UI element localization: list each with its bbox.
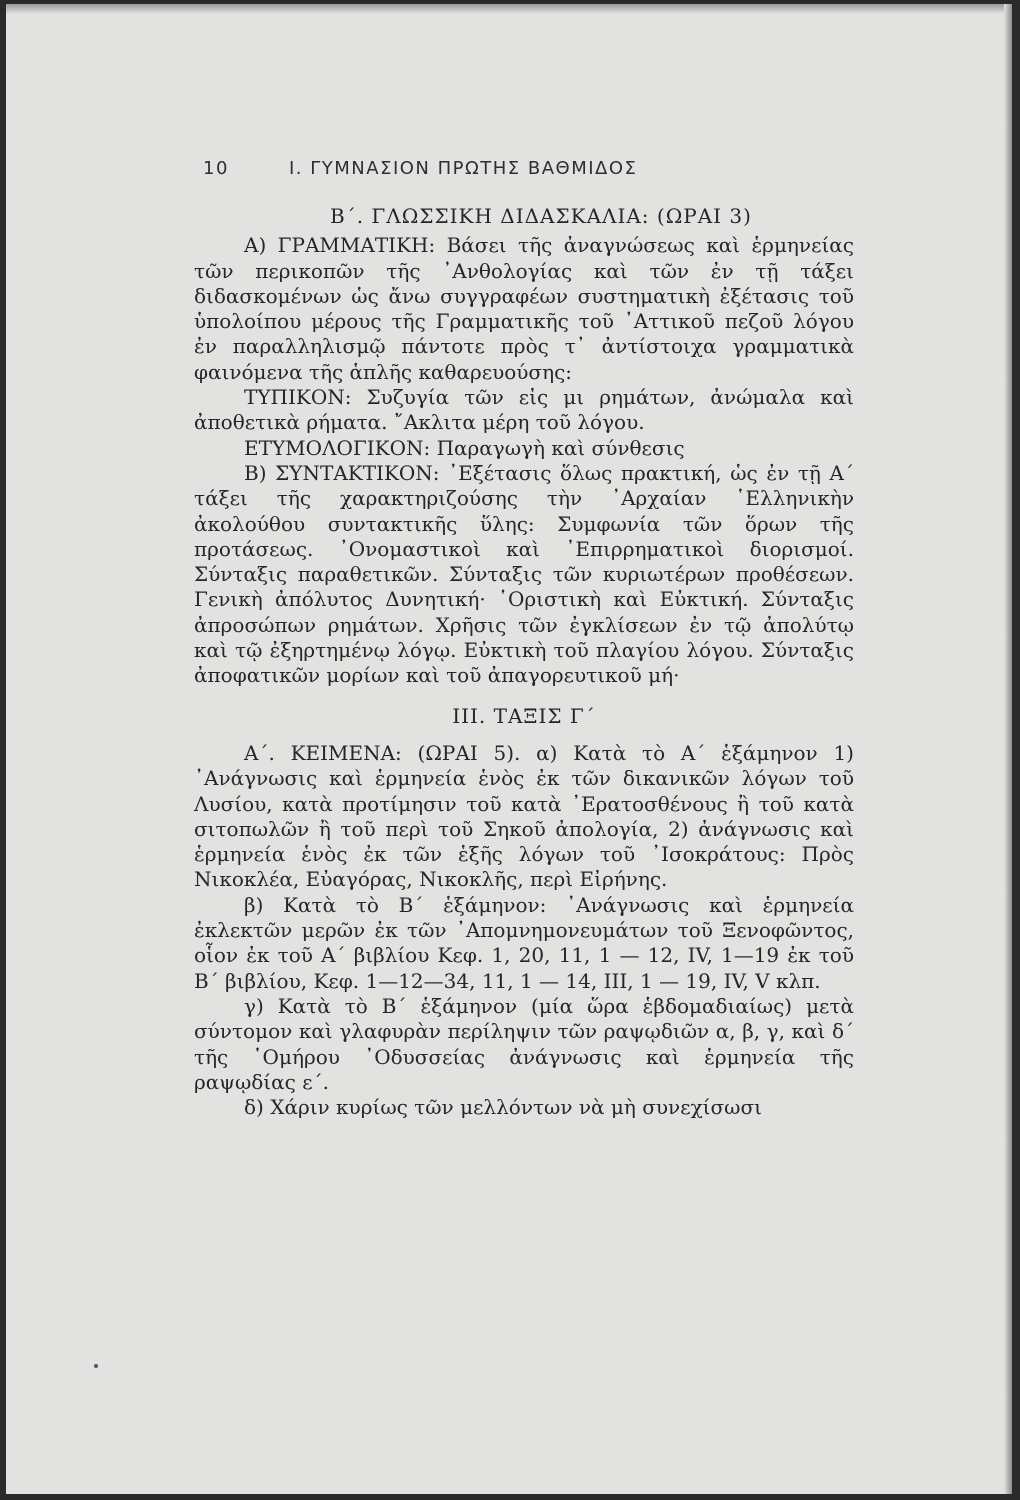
texts-paragraph-c: γ) Κατὰ τὸ Β΄ ἑξάμηνον (μία ὥρα ἑβδομαδιαίως) μετὰ σύντομον καὶ γλαφυρὰν περίληψιν τῶν ραψῳδιῶν α, β, γ, καὶ δ΄ τῆς ῾Ομήρου ᾿Οδυσσείας ἀνάγνωσις καὶ ἑρμηνεία τῆς ραψῳδίας ε΄. — [194, 993, 854, 1094]
running-head — [203, 158, 743, 179]
etymologikon-paragraph: ΕΤΥΜΟΛΟΓΙΚΟΝ: Παραγωγὴ καὶ σύνθεσις — [244, 435, 685, 460]
texts-paragraph-b: β) Κατὰ τὸ Β΄ ἑξάμηνον: ᾿Ανάγνωσις καὶ ἑρμηνεία ἐκλεκτῶν μερῶν ἐκ τῶν ᾿Απομνημονευμάτων τοῦ Ξενοφῶντος, οἷον ἐκ τοῦ Α΄ βιβλίου Κεφ. 1, 20, 11, 1 — 12, IV, 1—19 ἐκ τοῦ Β΄ βιβλίου, Κεφ. 1—12—34, 11, 1 — 14, III, 1 — 19, IV, V κλπ. — [194, 892, 854, 993]
texts-paragraph-a: Α΄. ΚΕΙΜΕΝΑ: (ΩΡΑΙ 5). α) Κατὰ τὸ Α΄ ἑξάμηνον 1) ᾿Ανάγνωσις καὶ ἑρμηνεία ἑνὸς ἐκ τῶν δικανικῶν λόγων τοῦ Λυσίου, κατὰ προτίμησιν τοῦ κατὰ ᾿Ερατοσθένους ἢ τοῦ κατὰ σιτοπωλῶν ἢ τοῦ περὶ τοῦ Σηκοῦ ἀπολογία, 2) ἀνάγνωσις καὶ ἑρμηνεία ἑνὸς ἐκ τῶν ἑξῆς λόγων τοῦ ᾿Ισοκράτους: Πρὸς Νικοκλέα, Εὐαγόρας, Νικοκλῆς, περὶ Εἰρήνης. — [194, 740, 854, 892]
section-iii-heading: ΙΙΙ. ΤΑΞΙΣ Γ΄ — [452, 703, 596, 728]
texts-paragraph-d: δ) Χάριν κυρίως τῶν μελλόντων νὰ μὴ συνεχίσωσι — [244, 1095, 762, 1120]
section-b-heading: Β΄. ΓΛΩΣΣΙΚΗ ΔΙΔΑΣΚΑΛΙΑ: (ΩΡΑΙ 3) — [330, 204, 752, 228]
typikon-paragraph: ΤΥΠΙΚΟΝ: Συζυγία τῶν εἰς μι ρημάτων, ἀνώμαλα καὶ ἀποθετικὰ ρήματα. ῎Ακλιτα μέρη τοῦ λόγου. — [194, 385, 854, 435]
body-text — [194, 204, 854, 1120]
page-number: 10 — [203, 158, 229, 179]
ink-speck — [94, 1364, 98, 1368]
book-page — [6, 4, 1012, 1494]
running-head-title: Ι. ΓΥΜΝΑΣΙΟΝ ΠΡΩΤΗΣ ΒΑΘΜΙΔΟΣ — [289, 158, 638, 179]
syntaktikon-paragraph: Β) ΣΥΝΤΑΚΤΙΚΟΝ: ᾿Εξέτασις ὅλως πρακτική, ὡς ἐν τῇ Α΄ τάξει τῆς χαρακτηριζούσης τὴν ᾿Αρχαίαν ῾Ελληνικὴν ἀκολούθου συντακτικῆς ὕλης: Συμφωνία τῶν ὅρων τῆς προτάσεως. ᾿Ονομαστικοὶ καὶ ᾿Επιρρηματικοὶ διορισμοί. Σύνταξις παραθετικῶν. Σύνταξις τῶν κυριωτέρων προθέσεων. Γενικὴ ἀπόλυτος Δυνητική· ῾Οριστικὴ καὶ Εὐκτική. Σύνταξις ἀπροσώπων ρημάτων. Χρῆσις τῶν ἐγκλίσεων ἐν τῷ ἀπολύτῳ καὶ τῷ ἐξηρτημένῳ λόγῳ. Εὐκτικὴ τοῦ πλαγίου λόγου. Σύνταξις ἀποφατικῶν μορίων καὶ τοῦ ἀπαγορευτικοῦ μή· — [194, 460, 854, 688]
grammar-paragraph: Α) ΓΡΑΜΜΑΤΙΚΗ: Βάσει τῆς ἀναγνώσεως καὶ ἑρμηνείας τῶν περικοπῶν τῆς ᾿Ανθολογίας καὶ τῶν ἐν τῇ τάξει διδασκομένων ὡς ἄνω συγγραφέων συστηματικὴ ἐξέτασις τοῦ ὑπολοίπου μέρους τῆς Γραμματικῆς τοῦ ᾿Αττικοῦ πεζοῦ λόγου ἐν παραλληλισμῷ πάντοτε πρὸς τ᾿ ἀντίστοιχα γραμματικὰ φαινόμενα τῆς ἁπλῆς καθαρευούσης: — [194, 233, 854, 384]
